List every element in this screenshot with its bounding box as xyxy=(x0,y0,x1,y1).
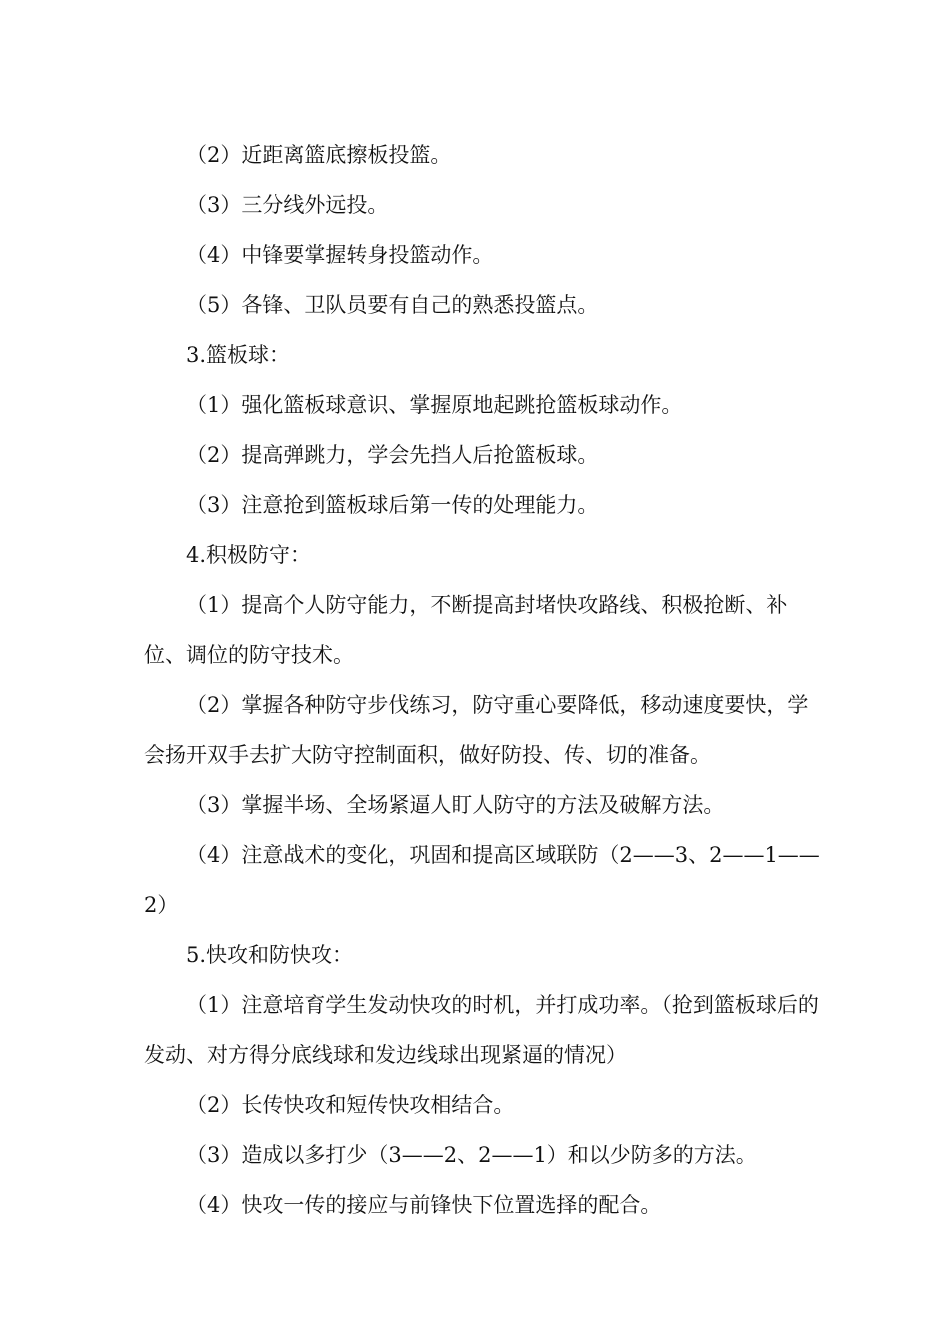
paragraph-defense-4: （4）注意战术的变化，巩固和提高区域联防（2——3、2——1——2） xyxy=(144,843,820,917)
paragraph-shooting-3: （3）三分线外远投。 xyxy=(186,193,389,217)
paragraph-fastbreak-2: （2）长传快攻和短传快攻相结合。 xyxy=(186,1093,515,1117)
paragraph-defense-3: （3）掌握半场、全场紧逼人盯人防守的方法及破解方法。 xyxy=(186,793,725,817)
paragraph-rebound-1: （1）强化篮板球意识、掌握原地起跳抢篮板球动作。 xyxy=(186,393,683,417)
section-heading-fastbreak: 5.快攻和防快攻： xyxy=(186,943,354,967)
section-heading-rebound: 3.篮板球： xyxy=(186,343,291,367)
paragraph-rebound-2: （2）提高弹跳力，学会先挡人后抢篮板球。 xyxy=(186,443,599,467)
document-body xyxy=(144,130,824,1230)
paragraph-shooting-5: （5）各锋、卫队员要有自己的熟悉投篮点。 xyxy=(186,293,599,317)
paragraph-defense-1: （1）提高个人防守能力，不断提高封堵快攻路线、积极抢断、补位、调位的防守技术。 xyxy=(144,593,788,667)
section-heading-defense: 4.积极防守： xyxy=(186,543,312,567)
paragraph-shooting-2: （2）近距离篮底擦板投篮。 xyxy=(186,143,452,167)
paragraph-shooting-4: （4）中锋要掌握转身投篮动作。 xyxy=(186,243,494,267)
paragraph-defense-2: （2）掌握各种防守步伐练习，防守重心要降低，移动速度要快，学会扬开双手去扩大防守控制面积，做好防投、传、切的准备。 xyxy=(144,693,809,767)
paragraph-fastbreak-4: （4）快攻一传的接应与前锋快下位置选择的配合。 xyxy=(186,1193,662,1217)
paragraph-rebound-3: （3）注意抢到篮板球后第一传的处理能力。 xyxy=(186,493,599,517)
paragraph-fastbreak-3: （3）造成以多打少（3——2、2——1）和以少防多的方法。 xyxy=(186,1143,757,1167)
paragraph-fastbreak-1: （1）注意培育学生发动快攻的时机，并打成功率。（抢到篮板球后的发动、对方得分底线球和发边线球出现紧逼的情况） xyxy=(144,993,819,1067)
